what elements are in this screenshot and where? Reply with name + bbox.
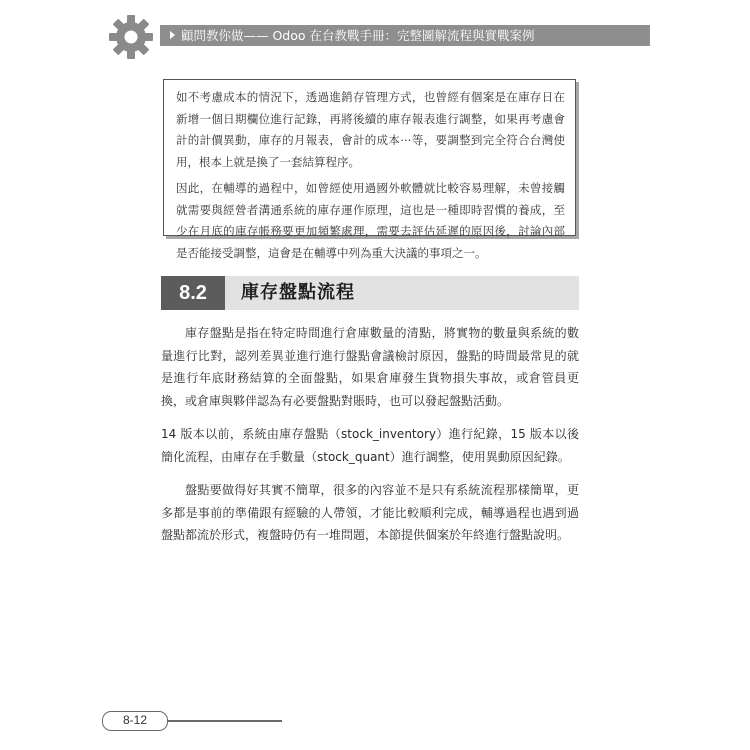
note-box xyxy=(163,79,576,260)
header-bar xyxy=(160,25,650,46)
book-title: 顧問教你做—— Odoo 在台教戰手冊：完整圖解流程與實戰案例 xyxy=(181,28,535,43)
section-number: 8.2 xyxy=(161,276,225,310)
section-title: 庫存盤點流程 xyxy=(241,282,355,303)
triangle-right-icon xyxy=(170,31,175,39)
note-paragraph: 如不考慮成本的情況下，透過進銷存管理方式，也曾經有個案是在庫存日在新增一個日期欄位進行記錄，再將後續的庫存報表進行調整，如果再考慮會計的計價異動，庫存的月報表，會計的成本⋯等，要調整到完全符合台灣使用，根本上就是換了一套結算程序。 xyxy=(176,90,565,169)
body-text xyxy=(161,322,579,558)
note-paragraph: 因此，在輔導的過程中，如曾經使用過國外軟體就比較容易理解，未曾接觸就需要與經營者溝通系統的庫存運作原理，這也是一種即時習慣的養成，至少在月底的庫存帳務要更加頻繁處理，需要去評估延遲的原因後，討論內部是否能接受調整，這會是在輔導中列為重大決議的事項之一。 xyxy=(176,181,565,260)
page-number: 8-12 xyxy=(102,711,168,731)
section-heading xyxy=(161,276,579,310)
body-paragraph: 盤點要做得好其實不簡單，很多的內容並不是只有系統流程那樣簡單，更多都是事前的準備跟有經驗的人帶領，才能比較順利完成，輔導過程也遇到過盤點都流於形式，複盤時仍有一堆問題，本節提供個案於年終進行盤點說明。 xyxy=(161,483,579,542)
body-paragraph: 14 版本以前，系統由庫存盤點（stock_inventory）進行紀錄，15 版本以後簡化流程，由庫存在手數量（stock_quant）進行調整，使用異動原因紀錄。 xyxy=(161,427,579,464)
gear-icon xyxy=(108,14,154,60)
body-paragraph: 庫存盤點是指在特定時間進行倉庫數量的清點，將實物的數量與系統的數量進行比對，認列差異並進行進行盤點會議檢討原因，盤點的時間最常見的就是進行年底財務結算的全面盤點，如果倉庫發生貨物損失事故，或倉管員更換，或倉庫與夥伴認為有必要盤點對賬時，也可以發起盤點活動。 xyxy=(161,326,579,408)
page-header xyxy=(0,0,750,60)
